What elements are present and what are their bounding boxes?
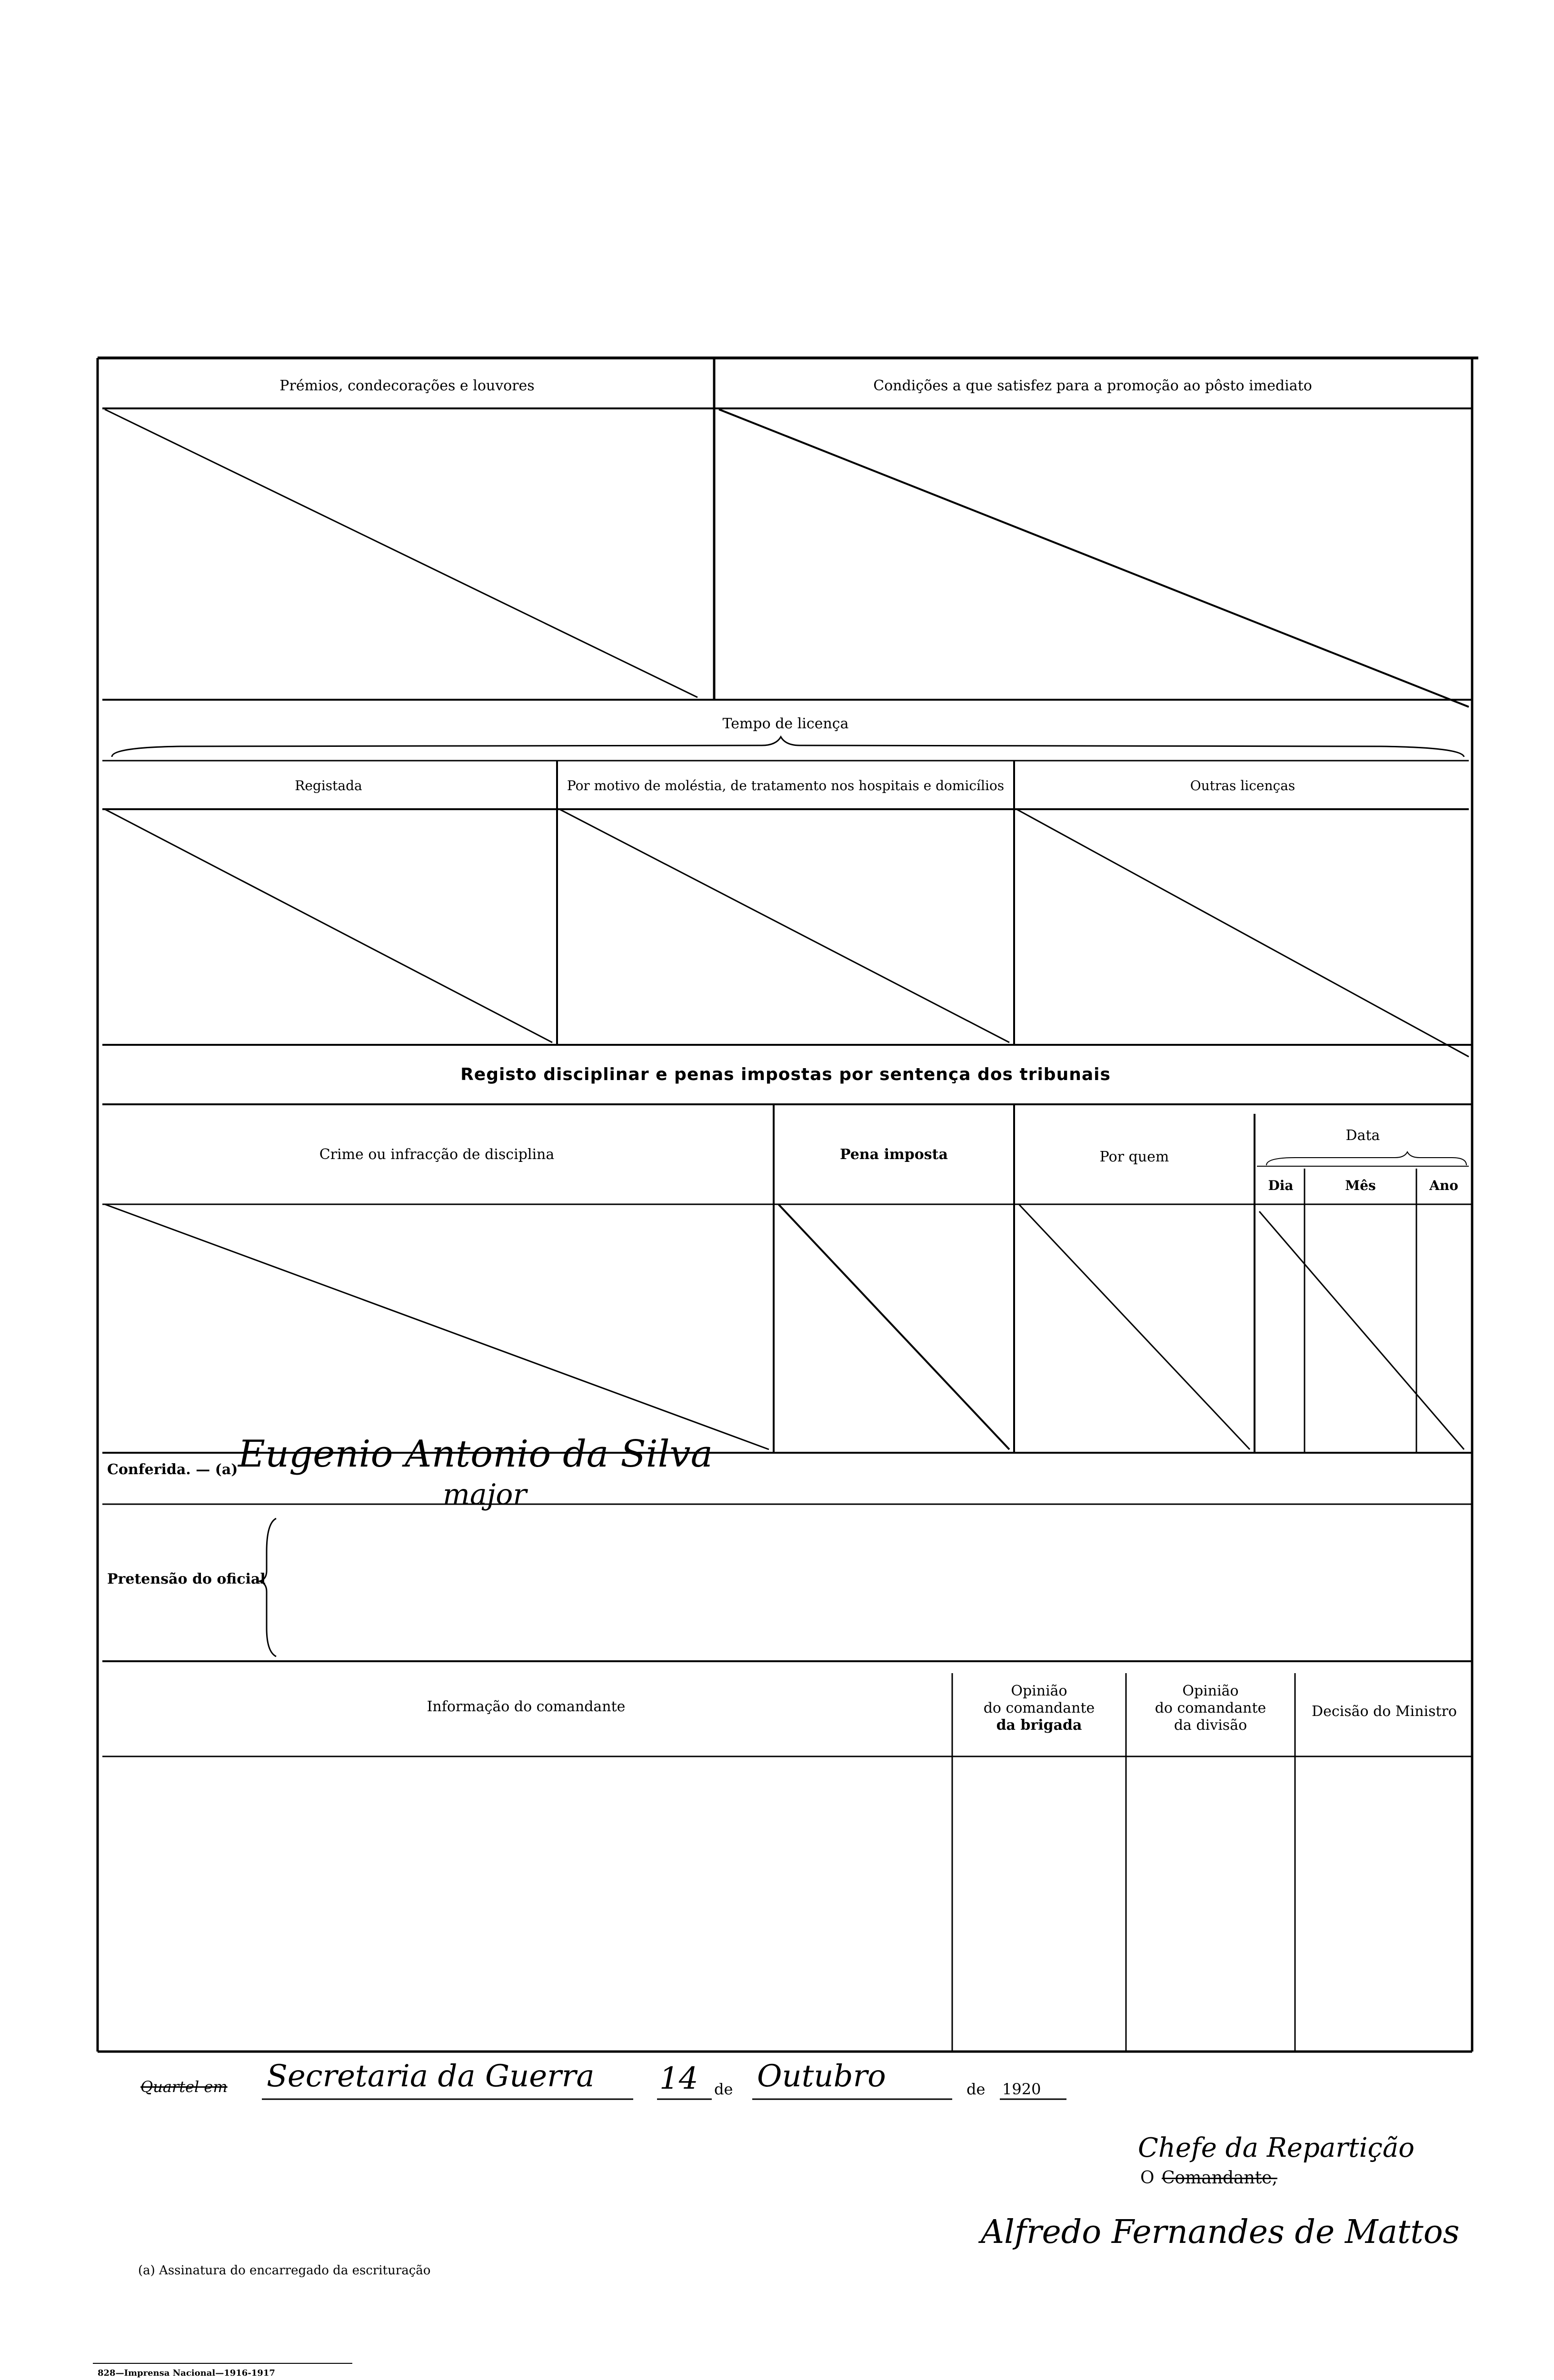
header-condicoes [717,364,1469,407]
quartel-place: Secretaria da Guerra [267,2059,595,2094]
quartel-de-1: de [714,2080,733,2098]
quartel-day: 14 [659,2061,698,2096]
quartel-de-2: de [966,2080,986,2098]
header-pena [776,1109,1012,1200]
header-informacao-text: Informação do comandante [427,1698,626,1715]
header-decisao-text: Decisão do Ministro [1312,1703,1457,1720]
header-divisao-line1: Opinião [1182,1683,1239,1699]
pretensao-label: Pretensão do oficial [107,1571,266,1587]
header-divisao [1128,1683,1293,1734]
quartel-label: Quartel em [140,2078,228,2096]
signature-name: Alfredo Fernandes de Mattos [981,2213,1460,2251]
licenca-title-text: Tempo de licença [722,715,849,732]
header-mes-text: Mês [1345,1177,1376,1193]
conferida-label: Conferida. — (a) [107,1461,238,1478]
header-registada-text: Registada [295,777,362,793]
header-premios [102,364,712,407]
header-divisao-line3: da divisão [1174,1717,1247,1734]
header-data [1257,1119,1469,1152]
header-ano-text: Ano [1429,1177,1458,1193]
header-mes [1307,1169,1414,1202]
header-por-quem-text: Por quem [1099,1148,1169,1165]
licenca-title [667,709,905,738]
conferida-signature: Eugenio Antonio da Silva [238,1433,713,1476]
header-condicoes-text: Condições a que satisfez para a promoção ao pôsto imediato [873,377,1312,394]
header-por-quem [1016,1109,1252,1204]
header-ano [1419,1169,1469,1202]
header-informacao [102,1680,950,1733]
header-brigada [955,1683,1124,1734]
disciplinar-title [102,1047,1469,1102]
header-crime [102,1109,771,1200]
header-divisao-line2: do comandante [1155,1700,1266,1716]
header-molestia-text: Por motivo de moléstia, de tratamento nos hospitais e domicílios [567,777,1005,793]
imprint-line1: 828—Imprensa Nacional—1916-1917 [98,2368,275,2378]
header-outras-text: Outras licenças [1190,777,1295,793]
quartel-month: Outubro [757,2059,886,2094]
signature-comandante: Comandante, [1162,2168,1277,2188]
header-crime-text: Crime ou infracção de disciplina [319,1146,555,1163]
quartel-year: 1920 [1002,2080,1041,2098]
header-data-text: Data [1345,1127,1380,1144]
header-brigada-line2: do comandante [983,1700,1095,1716]
header-decisao [1297,1685,1471,1737]
header-pena-text: Pena imposta [840,1146,948,1163]
header-dia [1257,1169,1305,1202]
header-brigada-line3: da brigada [996,1717,1082,1734]
header-registada [102,764,555,807]
footnote: (a) Assinatura do encarregado da escrituração [138,2263,431,2278]
signature-chefe: Chefe da Repartição [1138,2132,1415,2163]
header-premios-text: Prémios, condecorações e louvores [279,377,535,394]
header-outras [1016,764,1469,807]
signature-o: O [1140,2168,1155,2188]
conferida-rank: major [443,1478,527,1511]
header-molestia [559,764,1012,807]
header-brigada-line1: Opinião [1011,1683,1067,1699]
header-dia-text: Dia [1268,1177,1294,1193]
disciplinar-title-text: Registo disciplinar e penas impostas por sentença dos tribunais [460,1065,1111,1084]
